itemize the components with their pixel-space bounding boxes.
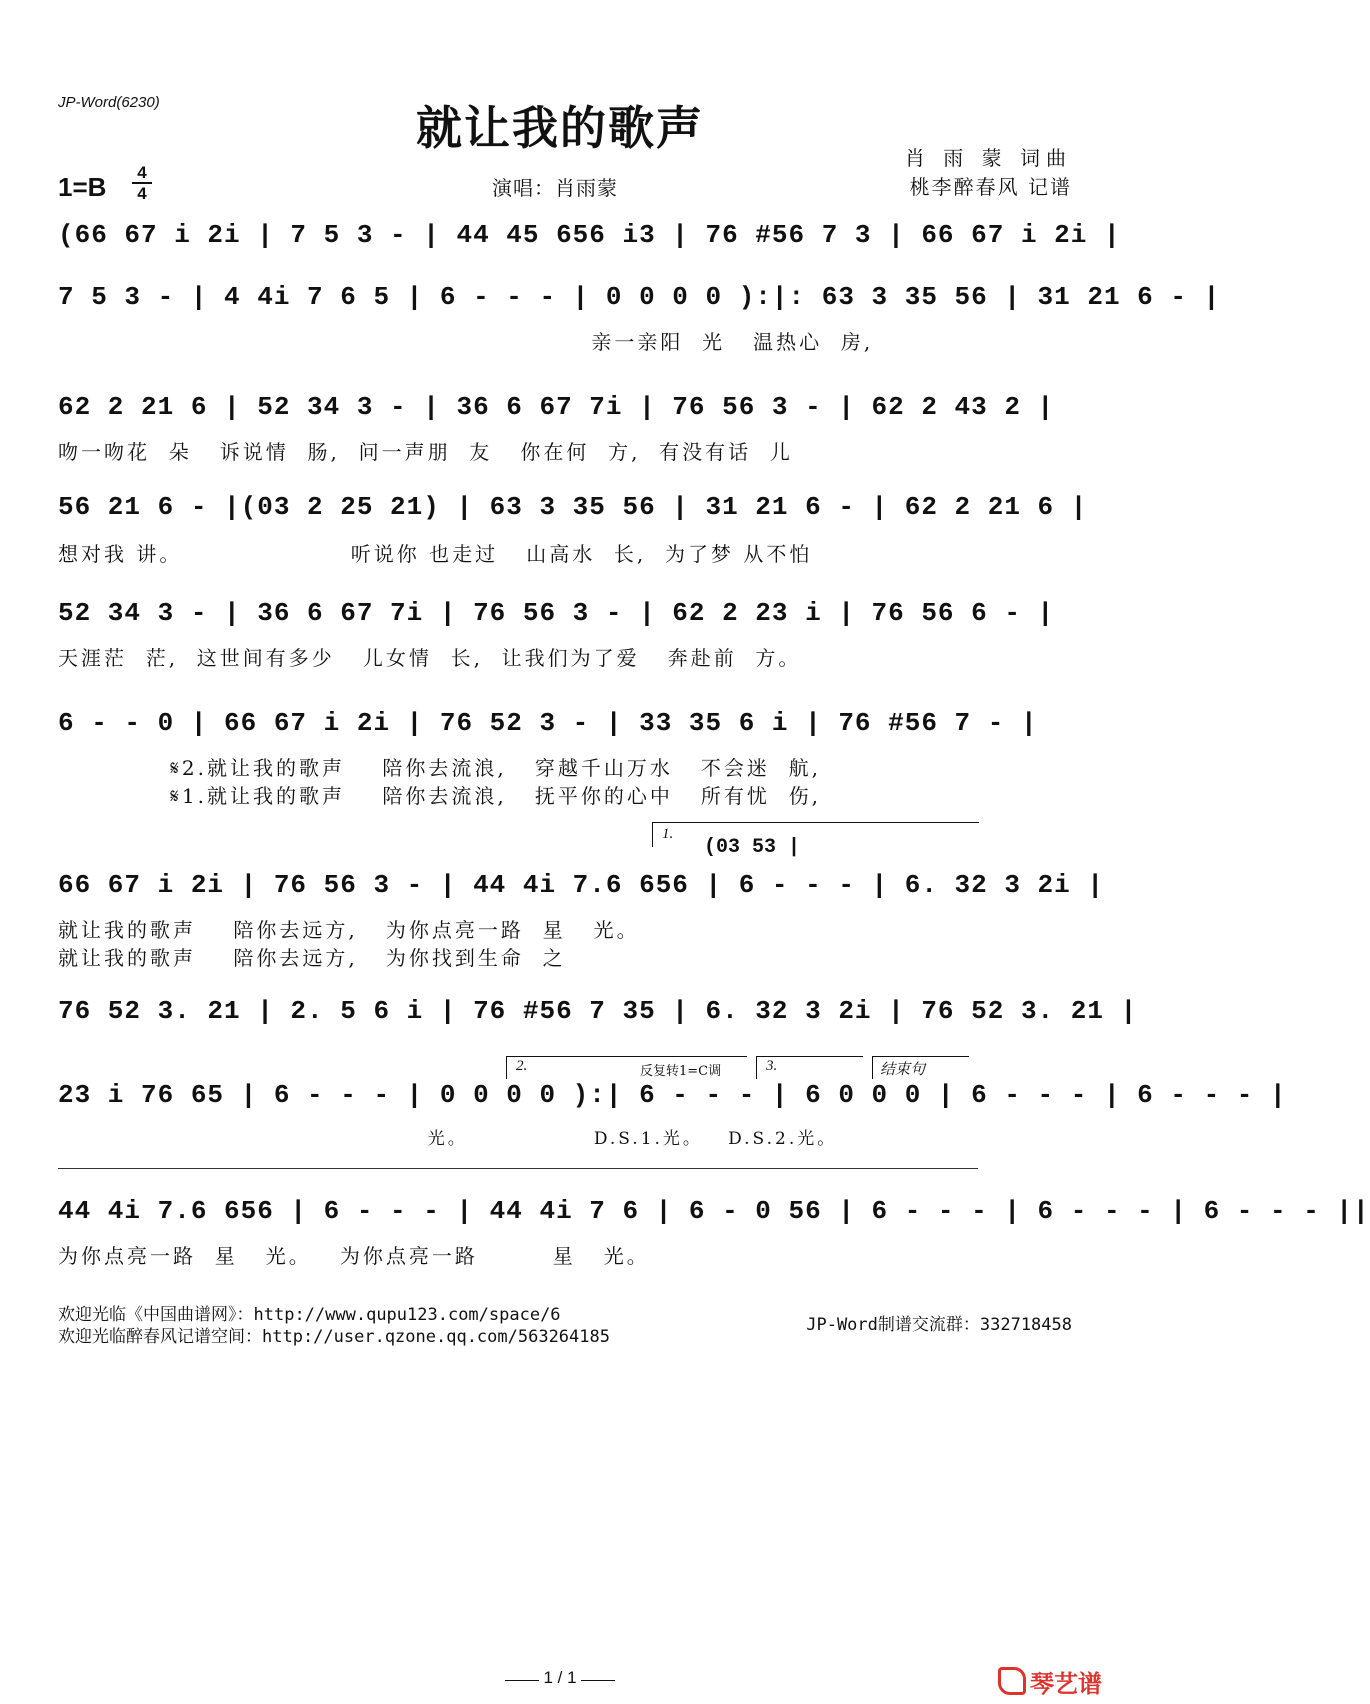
- score-row-5: [58, 598, 1070, 638]
- lyrics-row-7b: 就让我的歌声 陪你去远方, 为你找到生命 之: [58, 946, 566, 970]
- page-title: 就让我的歌声: [416, 101, 704, 155]
- notes-row-4: 56 21 6 - |(03 2 25 21) | 63 3 35 56 | 31 21 6 - | 62 2 21 6 |: [58, 492, 1088, 522]
- lyrics-row-10: 为你点亮一路 星 光。 为你点亮一路 星 光。: [58, 1244, 650, 1268]
- footer-line-1: 欢迎光临《中国曲谱网》：http://www.qupu123.com/space/6: [58, 1305, 561, 1325]
- notes-row-10: 44 4i 7.6 656 | 6 - - - | 44 4i 7 6 | 6 - 0 56 | 6 - - - | 6 - - - | 6 - - - ||: [58, 1196, 1370, 1226]
- notes-row-7: 66 67 i 2i | 76 56 3 - | 44 4i 7.6 656 | 6 - - - | 6. 32 3 2i |: [58, 870, 1104, 900]
- ending-label: 结束句: [880, 1062, 926, 1078]
- score-row-4: [58, 492, 1088, 532]
- footer-line-2: 欢迎光临醉春风记谱空间：http://user.qzone.qq.com/563264185: [58, 1327, 610, 1347]
- software-tag: JP-Word(6230): [58, 94, 160, 111]
- score-row-8: [58, 996, 1138, 1036]
- lyrics-row-3: 吻一吻花 朵 诉说情 肠, 问一声朋 友 你在何 方, 有没有话 儿: [58, 440, 793, 464]
- notes-row-6: 6 - - 0 | 66 67 i 2i | 76 52 3 - | 33 35 6 i | 76 #56 7 - |: [58, 708, 1038, 738]
- lyrics-row-6b: 𝄋1.就让我的歌声 陪你去流浪, 抚平你的心中 所有忧 伤,: [58, 784, 821, 808]
- score-row-3: [58, 392, 1070, 432]
- time-signature-bottom: 4: [137, 184, 147, 203]
- lyrics-row-4: 想对我 讲。 听说你 也走过 山高水 长, 为了梦 从不怕: [58, 542, 813, 566]
- lyrics-row-2: 亲一亲阳 光 温热心 房,: [58, 330, 874, 354]
- lyrics-row-7a: 就让我的歌声 陪你去远方, 为你点亮一路 星 光。: [58, 918, 640, 942]
- notes-row-5: 52 34 3 - | 36 6 67 7i | 76 56 3 - | 62 2 23 i | 76 56 6 - |: [58, 598, 1055, 628]
- score-row-7: [58, 870, 1104, 910]
- lyrics-row-6a: 𝄋2.就让我的歌声 陪你去流浪, 穿越千山万水 不会迷 航,: [58, 756, 821, 780]
- notes-row-3: 62 2 21 6 | 52 34 3 - | 36 6 67 7i | 76 56 3 - | 62 2 43 2 |: [58, 392, 1055, 422]
- score-row-10: [58, 1196, 1370, 1236]
- lyrics-row-5: 天涯茫 茫, 这世间有多少 儿女情 长, 让我们为了爱 奔赴前 方。: [58, 646, 802, 670]
- notes-row-9: 23 i 76 65 | 6 - - - | 0 0 0 0 ):| 6 - - - | 6 0 0 0 | 6 - - - | 6 - - - |: [58, 1080, 1287, 1110]
- lyrics-row-9: 光。 D.S.1.光。 D.S.2.光。: [58, 1129, 838, 1149]
- logo-mark-icon: [998, 1667, 1026, 1695]
- notes-row-1: (66 67 i 2i | 7 5 3 - | 44 45 656 i3 | 76 #56 7 3 | 66 67 i 2i |: [58, 220, 1121, 250]
- page-number-text: 1 / 1: [543, 1668, 577, 1687]
- score-row-6: [58, 708, 1070, 748]
- author-credit: 肖 雨 蒙 词曲: [904, 146, 1072, 170]
- score-row-2: [58, 282, 1221, 322]
- site-logo: [998, 1664, 1102, 1699]
- volta-1-pickup: (03 53 |: [704, 836, 801, 859]
- coda-rule: [58, 1168, 978, 1169]
- score-row-1: [58, 220, 1121, 260]
- time-signature-top: 4: [137, 163, 147, 182]
- volta-1-label: 1.: [662, 826, 674, 842]
- volta-2-label: 2.: [516, 1058, 528, 1074]
- volta-1-bracket: [652, 822, 979, 847]
- key-signature: 1=B: [58, 172, 107, 202]
- singer-credit: 演唱：肖雨蒙: [492, 176, 618, 200]
- transcriber-credit: 桃李醉春风 记谱: [909, 175, 1072, 199]
- modulation-note: 反复转1=C调: [640, 1064, 722, 1079]
- volta-3-label: 3.: [766, 1058, 778, 1074]
- logo-text: 琴艺谱: [1030, 1670, 1102, 1698]
- notes-row-8: 76 52 3. 21 | 2. 5 6 i | 76 #56 7 35 | 6. 32 3 2i | 76 52 3. 21 |: [58, 996, 1138, 1026]
- score-row-9: [58, 1080, 1287, 1120]
- notes-row-2: 7 5 3 - | 4 4i 7 6 5 | 6 - - - | 0 0 0 0 ):|: 63 3 35 56 | 31 21 6 - |: [58, 282, 1221, 312]
- footer-group: JP-Word制谱交流群：332718458: [806, 1315, 1072, 1335]
- page-number: [0, 1668, 1120, 1688]
- time-signature: [132, 164, 152, 202]
